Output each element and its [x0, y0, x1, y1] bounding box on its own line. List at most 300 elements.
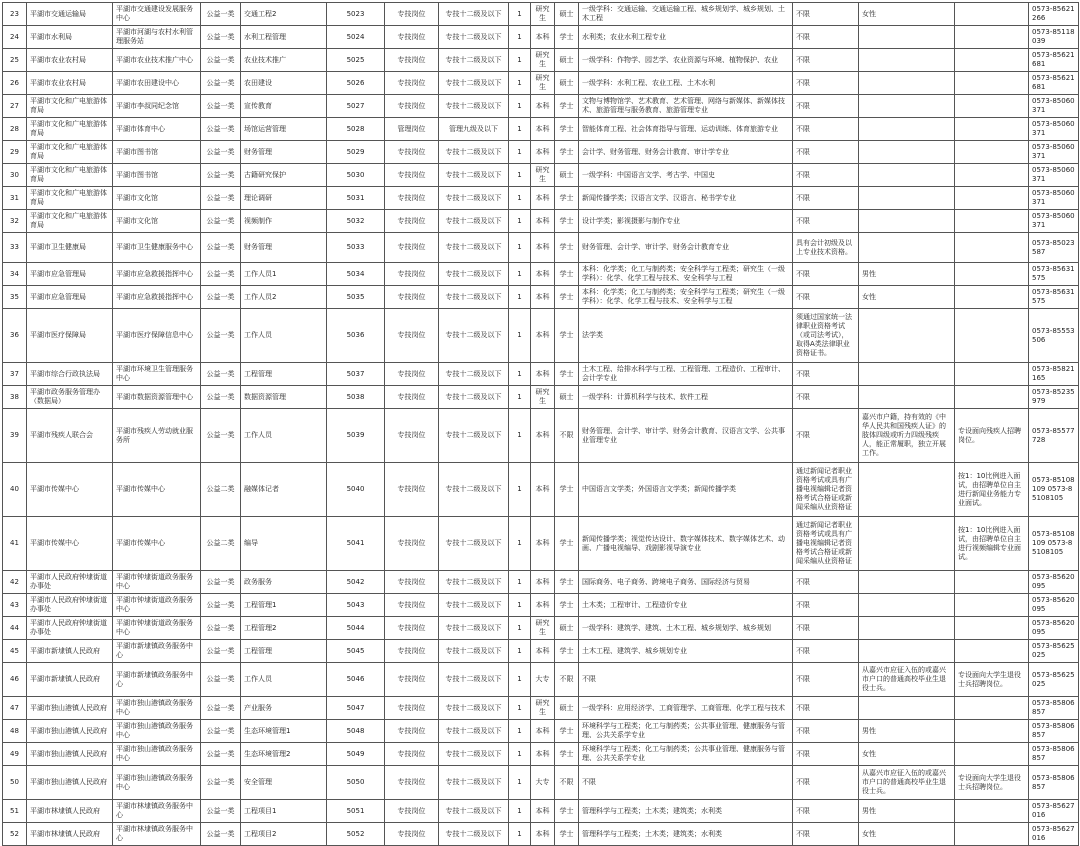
cell-tel: 0573-85060371	[1029, 210, 1079, 233]
cell-unit: 平湖市残疾人劳动就业服务所	[113, 409, 201, 463]
cell-edu: 本科	[531, 517, 555, 571]
cell-note	[955, 141, 1029, 164]
cell-unit: 平湖市林埭镇政务服务中心	[113, 823, 201, 846]
cell-unit: 平湖市独山港镇政务服务中心	[113, 743, 201, 766]
cell-edu: 研究生	[531, 49, 555, 72]
cell-count: 1	[509, 800, 531, 823]
cell-major: 国际商务、电子商务、跨境电子商务、国际经济与贸易	[579, 571, 793, 594]
cell-other: 不限	[793, 187, 859, 210]
cell-deg: 学士	[555, 594, 579, 617]
cell-major: 法学类	[579, 309, 793, 363]
cell-edu: 研究生	[531, 386, 555, 409]
cell-major: 土木工程、给排水科学与工程、工程管理、工程造价、工程审计、会计学专业	[579, 363, 793, 386]
cell-deg: 硕士	[555, 3, 579, 26]
table-row	[3, 187, 1079, 210]
cell-edu: 本科	[531, 141, 555, 164]
cell-note	[955, 363, 1029, 386]
cell-no: 42	[3, 571, 27, 594]
cell-count: 1	[509, 286, 531, 309]
cell-cat: 公益一类	[201, 309, 241, 363]
cell-other: 须通过国家统一法律职业资格考试（或司法考试），取得A类法律职业资格证书。	[793, 309, 859, 363]
cell-count: 1	[509, 766, 531, 800]
cell-note	[955, 800, 1029, 823]
cell-major: 土木工程、建筑学、城乡规划专业	[579, 640, 793, 663]
cell-note: 按1：10比例进入面试，由招聘单位自主进行新闻业务能力专业面试。	[955, 463, 1029, 517]
cell-unit: 平湖市农田建设中心	[113, 72, 201, 95]
cell-type: 专技岗位	[385, 233, 439, 263]
cell-tel: 0573-85631575	[1029, 263, 1079, 286]
cell-major: 水利类；农业水利工程专业	[579, 26, 793, 49]
cell-tel: 0573-85806857	[1029, 697, 1079, 720]
cell-note	[955, 118, 1029, 141]
table-row	[3, 386, 1079, 409]
cell-code: 5052	[327, 823, 385, 846]
cell-deg: 学士	[555, 800, 579, 823]
cell-cond: 男性	[859, 720, 955, 743]
cell-deg: 学士	[555, 210, 579, 233]
cell-other: 不限	[793, 72, 859, 95]
cell-dept: 平湖市文化和广电旅游体育局	[27, 95, 113, 118]
cell-note	[955, 617, 1029, 640]
cell-dept: 平湖市独山港镇人民政府	[27, 766, 113, 800]
cell-major: 一级学科：水利工程、农业工程、土木水利	[579, 72, 793, 95]
cell-deg: 硕士	[555, 617, 579, 640]
cell-code: 5049	[327, 743, 385, 766]
cell-code: 5051	[327, 800, 385, 823]
cell-deg: 不限	[555, 663, 579, 697]
cell-cond: 女性	[859, 286, 955, 309]
cell-code: 5032	[327, 210, 385, 233]
cell-note	[955, 72, 1029, 95]
cell-edu: 大专	[531, 663, 555, 697]
table-row	[3, 594, 1079, 617]
cell-cat: 公益一类	[201, 640, 241, 663]
cell-unit: 平湖市卫生健康服务中心	[113, 233, 201, 263]
table-row	[3, 697, 1079, 720]
cell-count: 1	[509, 743, 531, 766]
cell-level: 专技十二级及以下	[439, 263, 509, 286]
cell-edu: 研究生	[531, 697, 555, 720]
cell-dept: 平湖市文化和广电旅游体育局	[27, 118, 113, 141]
cell-level: 专技十二级及以下	[439, 517, 509, 571]
cell-dept: 平湖市独山港镇人民政府	[27, 697, 113, 720]
cell-major: 一级学科：应用经济学、工商管理学、工商管理、化学工程与技术	[579, 697, 793, 720]
cell-type: 专技岗位	[385, 571, 439, 594]
cell-unit: 平湖市独山港镇政务服务中心	[113, 720, 201, 743]
cell-note	[955, 164, 1029, 187]
cell-edu: 本科	[531, 743, 555, 766]
cell-pos: 工程项目2	[241, 823, 327, 846]
cell-major: 中国语言文学类；外国语言文学类；新闻传播学类	[579, 463, 793, 517]
cell-pos: 融媒体记者	[241, 463, 327, 517]
cell-unit: 平湖市图书馆	[113, 164, 201, 187]
cell-type: 专技岗位	[385, 800, 439, 823]
cell-no: 36	[3, 309, 27, 363]
cell-cat: 公益一类	[201, 571, 241, 594]
cell-edu: 本科	[531, 800, 555, 823]
cell-other: 不限	[793, 663, 859, 697]
cell-type: 专技岗位	[385, 697, 439, 720]
cell-cat: 公益一类	[201, 617, 241, 640]
cell-type: 专技岗位	[385, 263, 439, 286]
cell-cat: 公益一类	[201, 386, 241, 409]
table-row	[3, 571, 1079, 594]
cell-no: 49	[3, 743, 27, 766]
cell-deg: 学士	[555, 363, 579, 386]
cell-count: 1	[509, 118, 531, 141]
cell-deg: 学士	[555, 309, 579, 363]
cell-cond	[859, 386, 955, 409]
cell-deg: 学士	[555, 720, 579, 743]
cell-other: 不限	[793, 766, 859, 800]
cell-cat: 公益一类	[201, 72, 241, 95]
cell-pos: 财务管理	[241, 141, 327, 164]
cell-pos: 工程管理	[241, 363, 327, 386]
cell-level: 专技十二级及以下	[439, 3, 509, 26]
cell-cond	[859, 363, 955, 386]
cell-cond	[859, 617, 955, 640]
cell-no: 31	[3, 187, 27, 210]
table-row	[3, 409, 1079, 463]
cell-pos: 古籍研究保护	[241, 164, 327, 187]
cell-count: 1	[509, 233, 531, 263]
cell-major: 新闻传播学类；汉语言文学、汉语言、秘书学专业	[579, 187, 793, 210]
cell-tel: 0573-85621266	[1029, 3, 1079, 26]
cell-other: 不限	[793, 571, 859, 594]
cell-level: 专技十二级及以下	[439, 640, 509, 663]
cell-dept: 平湖市政务服务管理办（数据局）	[27, 386, 113, 409]
cell-code: 5043	[327, 594, 385, 617]
cell-unit: 平湖市河湖与农村水利管理服务站	[113, 26, 201, 49]
cell-other: 不限	[793, 697, 859, 720]
cell-type: 专技岗位	[385, 26, 439, 49]
cell-tel: 0573-85108109 0573-85108105	[1029, 517, 1079, 571]
cell-cat: 公益一类	[201, 409, 241, 463]
recruitment-table-sheet	[2, 2, 1078, 846]
cell-cond	[859, 233, 955, 263]
cell-type: 专技岗位	[385, 663, 439, 697]
cell-cat: 公益一类	[201, 263, 241, 286]
cell-dept: 平湖市文化和广电旅游体育局	[27, 164, 113, 187]
cell-tel: 0573-85060371	[1029, 118, 1079, 141]
cell-major: 设计学类；影视摄影与制作专业	[579, 210, 793, 233]
cell-no: 23	[3, 3, 27, 26]
cell-dept: 平湖市文化和广电旅游体育局	[27, 187, 113, 210]
cell-count: 1	[509, 49, 531, 72]
cell-other: 不限	[793, 800, 859, 823]
cell-count: 1	[509, 517, 531, 571]
cell-note	[955, 187, 1029, 210]
cell-edu: 本科	[531, 210, 555, 233]
cell-no: 41	[3, 517, 27, 571]
cell-level: 专技十二级及以下	[439, 823, 509, 846]
cell-type: 专技岗位	[385, 463, 439, 517]
cell-dept: 平湖市农业农村局	[27, 49, 113, 72]
cell-cat: 公益一类	[201, 233, 241, 263]
cell-edu: 本科	[531, 823, 555, 846]
cell-note	[955, 309, 1029, 363]
cell-cond	[859, 640, 955, 663]
cell-note	[955, 26, 1029, 49]
cell-unit: 平湖市交通建设发展服务中心	[113, 3, 201, 26]
cell-note: 按1：10比例进入面试，由招聘单位自主进行视频编辑专业面试。	[955, 517, 1029, 571]
cell-type: 专技岗位	[385, 141, 439, 164]
cell-dept: 平湖市水利局	[27, 26, 113, 49]
cell-pos: 政务服务	[241, 571, 327, 594]
cell-count: 1	[509, 187, 531, 210]
cell-deg: 硕士	[555, 697, 579, 720]
cell-tel: 0573-85806857	[1029, 743, 1079, 766]
cell-tel: 0573-85627016	[1029, 800, 1079, 823]
cell-dept: 平湖市传媒中心	[27, 463, 113, 517]
cell-tel: 0573-85627016	[1029, 823, 1079, 846]
cell-count: 1	[509, 309, 531, 363]
cell-major: 本科：化学类；化工与制药类；安全科学与工程类；研究生（一级学科）：化学、化学工程与技术、安全科学与工程	[579, 263, 793, 286]
cell-edu: 研究生	[531, 3, 555, 26]
cell-note	[955, 697, 1029, 720]
cell-edu: 本科	[531, 409, 555, 463]
cell-count: 1	[509, 463, 531, 517]
cell-cond: 女性	[859, 823, 955, 846]
cell-count: 1	[509, 363, 531, 386]
cell-pos: 农业技术推广	[241, 49, 327, 72]
cell-cond	[859, 95, 955, 118]
cell-code: 5031	[327, 187, 385, 210]
cell-dept: 平湖市农业农村局	[27, 72, 113, 95]
cell-edu: 本科	[531, 720, 555, 743]
table-row	[3, 663, 1079, 697]
table-row	[3, 720, 1079, 743]
cell-no: 51	[3, 800, 27, 823]
cell-note	[955, 571, 1029, 594]
cell-tel: 0573-85108109 0573-85108105	[1029, 463, 1079, 517]
cell-note	[955, 386, 1029, 409]
cell-code: 5046	[327, 663, 385, 697]
cell-code: 5028	[327, 118, 385, 141]
cell-level: 专技十二级及以下	[439, 720, 509, 743]
cell-pos: 工作人员	[241, 309, 327, 363]
cell-edu: 本科	[531, 571, 555, 594]
cell-level: 专技十二级及以下	[439, 766, 509, 800]
cell-level: 专技十二级及以下	[439, 697, 509, 720]
cell-count: 1	[509, 571, 531, 594]
cell-cat: 公益一类	[201, 286, 241, 309]
cell-code: 5025	[327, 49, 385, 72]
cell-type: 专技岗位	[385, 3, 439, 26]
cell-dept: 平湖市应急管理局	[27, 263, 113, 286]
cell-count: 1	[509, 697, 531, 720]
cell-dept: 平湖市独山港镇人民政府	[27, 720, 113, 743]
cell-cat: 公益二类	[201, 517, 241, 571]
recruitment-table	[2, 2, 1079, 846]
cell-tel: 0573-85577728	[1029, 409, 1079, 463]
cell-level: 管理九级及以下	[439, 118, 509, 141]
cell-cond	[859, 463, 955, 517]
cell-level: 专技十二级及以下	[439, 743, 509, 766]
cell-code: 5044	[327, 617, 385, 640]
cell-no: 48	[3, 720, 27, 743]
cell-cat: 公益一类	[201, 594, 241, 617]
cell-cat: 公益一类	[201, 697, 241, 720]
cell-level: 专技十二级及以下	[439, 286, 509, 309]
cell-other: 不限	[793, 164, 859, 187]
cell-tel: 0573-85806857	[1029, 720, 1079, 743]
cell-other: 不限	[793, 95, 859, 118]
table-row	[3, 617, 1079, 640]
cell-unit: 平湖市文化馆	[113, 187, 201, 210]
cell-code: 5030	[327, 164, 385, 187]
cell-unit: 平湖市独山港镇政务服务中心	[113, 766, 201, 800]
cell-no: 45	[3, 640, 27, 663]
cell-pos: 工程管理2	[241, 617, 327, 640]
cell-note	[955, 720, 1029, 743]
cell-unit: 平湖市林埭镇政务服务中心	[113, 800, 201, 823]
cell-cond	[859, 49, 955, 72]
cell-deg: 学士	[555, 571, 579, 594]
cell-other: 不限	[793, 141, 859, 164]
cell-deg: 学士	[555, 233, 579, 263]
cell-cond	[859, 594, 955, 617]
cell-unit: 平湖市钟埭街道政务服务中心	[113, 594, 201, 617]
cell-cond	[859, 697, 955, 720]
cell-cat: 公益一类	[201, 49, 241, 72]
cell-code: 5036	[327, 309, 385, 363]
cell-other: 不限	[793, 363, 859, 386]
cell-edu: 本科	[531, 463, 555, 517]
cell-pos: 工作人员2	[241, 286, 327, 309]
cell-no: 26	[3, 72, 27, 95]
cell-type: 专技岗位	[385, 187, 439, 210]
table-row	[3, 640, 1079, 663]
cell-no: 46	[3, 663, 27, 697]
cell-level: 专技十二级及以下	[439, 233, 509, 263]
cell-no: 29	[3, 141, 27, 164]
cell-no: 40	[3, 463, 27, 517]
cell-tel: 0573-85023587	[1029, 233, 1079, 263]
cell-count: 1	[509, 409, 531, 463]
cell-edu: 本科	[531, 640, 555, 663]
cell-dept: 平湖市新埭镇人民政府	[27, 640, 113, 663]
cell-level: 专技十二级及以下	[439, 386, 509, 409]
cell-edu: 研究生	[531, 617, 555, 640]
cell-count: 1	[509, 594, 531, 617]
cell-level: 专技十二级及以下	[439, 663, 509, 697]
cell-type: 管理岗位	[385, 118, 439, 141]
cell-level: 专技十二级及以下	[439, 463, 509, 517]
cell-cond	[859, 309, 955, 363]
table-row	[3, 141, 1079, 164]
cell-tel: 0573-85621681	[1029, 49, 1079, 72]
cell-deg: 学士	[555, 118, 579, 141]
cell-no: 44	[3, 617, 27, 640]
cell-unit: 平湖市传媒中心	[113, 463, 201, 517]
cell-cond	[859, 571, 955, 594]
cell-level: 专技十二级及以下	[439, 187, 509, 210]
cell-type: 专技岗位	[385, 72, 439, 95]
cell-note	[955, 233, 1029, 263]
cell-deg: 硕士	[555, 49, 579, 72]
cell-dept: 平湖市文化和广电旅游体育局	[27, 210, 113, 233]
cell-type: 专技岗位	[385, 210, 439, 233]
cell-cat: 公益一类	[201, 823, 241, 846]
cell-dept: 平湖市人民政府钟埭街道办事处	[27, 571, 113, 594]
cell-cond: 男性	[859, 263, 955, 286]
cell-edu: 研究生	[531, 72, 555, 95]
cell-deg: 硕士	[555, 164, 579, 187]
cell-tel: 0573-85620095	[1029, 594, 1079, 617]
cell-tel: 0573-85821165	[1029, 363, 1079, 386]
cell-unit: 平湖市新埭镇政务服务中心	[113, 640, 201, 663]
cell-pos: 安全管理	[241, 766, 327, 800]
cell-pos: 场馆运营管理	[241, 118, 327, 141]
cell-no: 27	[3, 95, 27, 118]
cell-tel: 0573-85060371	[1029, 187, 1079, 210]
cell-pos: 工程管理	[241, 640, 327, 663]
cell-cond: 从嘉兴市应征入伍的或嘉兴市户口的普通高校毕业生退役士兵。	[859, 766, 955, 800]
cell-pos: 工作人员1	[241, 263, 327, 286]
cell-other: 不限	[793, 263, 859, 286]
cell-pos: 编导	[241, 517, 327, 571]
cell-type: 专技岗位	[385, 517, 439, 571]
cell-unit: 平湖市数据资源管理中心	[113, 386, 201, 409]
cell-deg: 学士	[555, 141, 579, 164]
cell-code: 5033	[327, 233, 385, 263]
cell-major: 不限	[579, 663, 793, 697]
cell-cat: 公益一类	[201, 118, 241, 141]
cell-major: 一级学科：中国语言文学、考古学、中国史	[579, 164, 793, 187]
cell-unit: 平湖市应急救援指挥中心	[113, 286, 201, 309]
cell-unit: 平湖市农业技术推广中心	[113, 49, 201, 72]
cell-cond	[859, 118, 955, 141]
cell-level: 专技十二级及以下	[439, 571, 509, 594]
cell-major: 一级学科：交通运输、交通运输工程、城乡规划学、城乡规划、土木工程	[579, 3, 793, 26]
cell-type: 专技岗位	[385, 409, 439, 463]
cell-major: 环境科学与工程类；化工与制药类；公共事业管理、健康服务与管理、公共关系学专业	[579, 743, 793, 766]
cell-cat: 公益一类	[201, 141, 241, 164]
cell-other: 具有会计初级及以上专业技术资格。	[793, 233, 859, 263]
cell-cond	[859, 187, 955, 210]
cell-tel: 0573-85060371	[1029, 141, 1079, 164]
cell-code: 5050	[327, 766, 385, 800]
cell-type: 专技岗位	[385, 823, 439, 846]
cell-cond	[859, 164, 955, 187]
cell-edu: 本科	[531, 26, 555, 49]
cell-other: 不限	[793, 118, 859, 141]
cell-note: 专设面向大学生退役士兵招聘岗位。	[955, 766, 1029, 800]
cell-count: 1	[509, 720, 531, 743]
cell-no: 32	[3, 210, 27, 233]
table-row	[3, 309, 1079, 363]
cell-other: 不限	[793, 409, 859, 463]
cell-edu: 本科	[531, 309, 555, 363]
table-row	[3, 95, 1079, 118]
cell-other: 不限	[793, 286, 859, 309]
cell-pos: 水利工程管理	[241, 26, 327, 49]
table-row	[3, 210, 1079, 233]
cell-major: 一级学科：建筑学、建筑、土木工程、城乡规划学、城乡规划	[579, 617, 793, 640]
table-row	[3, 463, 1079, 517]
cell-other: 通过新闻记者职业资格考试或具有广播电视编辑记者资格考试合格证或新闻采编从业资格证	[793, 517, 859, 571]
cell-type: 专技岗位	[385, 309, 439, 363]
cell-other: 不限	[793, 49, 859, 72]
cell-level: 专技十二级及以下	[439, 617, 509, 640]
cell-type: 专技岗位	[385, 363, 439, 386]
table-row	[3, 49, 1079, 72]
table-row	[3, 118, 1079, 141]
cell-major: 文物与博物馆学、艺术教育、艺术管理、网络与新媒体、新媒体技术、旅游管理与服务教育、旅游管理专业	[579, 95, 793, 118]
cell-unit: 平湖市应急救援指挥中心	[113, 263, 201, 286]
cell-count: 1	[509, 3, 531, 26]
